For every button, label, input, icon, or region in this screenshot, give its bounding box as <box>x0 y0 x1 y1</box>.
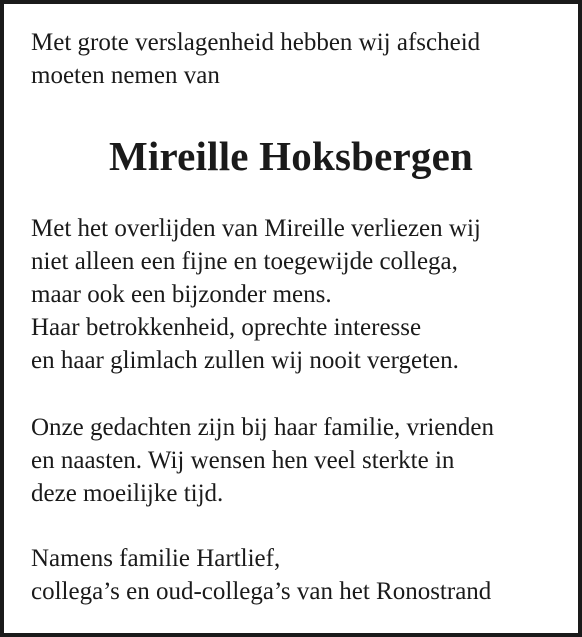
intro-line: moeten nemen van <box>31 62 220 89</box>
paragraph-line: maar ook een bijzonder mens. <box>31 281 332 308</box>
signature-line: collega’s en oud-collega’s van het Ronostrand <box>31 578 492 605</box>
paragraph-line: Onze gedachten zijn bij haar familie, vrienden <box>31 414 494 441</box>
signature-line: Namens familie Hartlief, <box>31 545 281 572</box>
deceased-name: Mireille Hoksbergen <box>108 133 473 179</box>
paragraph-line: Haar betrokkenheid, oprechte interesse <box>31 314 422 341</box>
intro-line: Met grote verslagenheid hebben wij afscheid <box>31 29 481 56</box>
paragraph-line: niet alleen een fijne en toegewijde collega, <box>31 248 458 275</box>
paragraph-line: en naasten. Wij wensen hen veel sterkte in <box>31 447 455 474</box>
paragraph-line: en haar glimlach zullen wij nooit vergeten. <box>31 347 459 374</box>
paragraph-line: Met het overlijden van Mireille verliezen wij <box>31 215 481 242</box>
paragraph-line: deze moeilijke tijd. <box>31 480 224 507</box>
